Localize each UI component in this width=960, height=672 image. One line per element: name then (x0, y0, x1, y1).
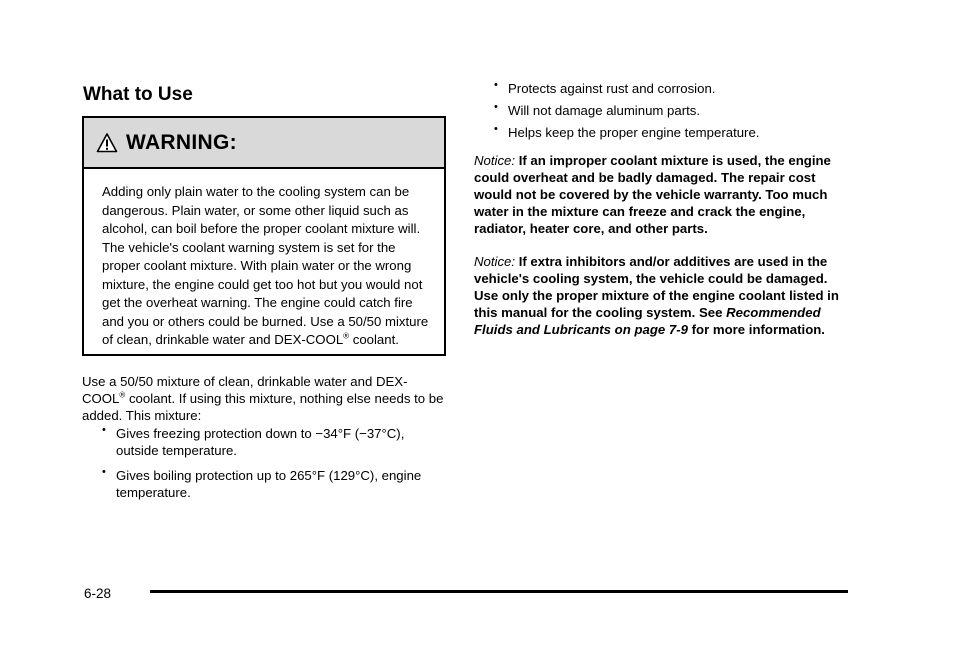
list-item (102, 424, 446, 459)
notice-inhibitors (474, 253, 846, 338)
list-item-text: Will not damage aluminum parts. (508, 103, 701, 118)
list-item (494, 123, 838, 141)
warning-box (82, 116, 446, 356)
footer-rule (150, 590, 848, 593)
warning-text: Adding only plain water to the cooling system can be dangerous. Plain water, or some other liquid such as alcohol, can boil before the proper coolant mixture will. The vehicle's coolant warning system is set for the proper coolant mixture. With plain water or the wrong mixture, the engine could get too hot but you would not get the overheat warning. The engine could catch fire and you or others could be burned. Use a 50/50 mixture of clean, drinkable water and DEX-COOL (102, 184, 429, 347)
intro-text: Use a 50/50 mixture of clean, drinkable water and DEX-COOL (82, 374, 408, 406)
warning-title: WARNING: (126, 130, 237, 154)
bullet-icon: • (102, 466, 106, 478)
bullet-list-left (102, 424, 446, 509)
warning-triangle-icon (96, 132, 118, 154)
list-item (102, 466, 446, 501)
section-heading: What to Use (83, 84, 193, 105)
registered-mark: ® (119, 390, 126, 400)
warning-body (84, 169, 444, 350)
notice-text-end: for more information. (687, 322, 825, 337)
page-number: 6-28 (84, 586, 112, 601)
bullet-list-right (494, 79, 838, 146)
notice-label: Notice: (474, 153, 516, 168)
intro-text-end: coolant. If using this mixture, nothing else needs to be added. This mixture: (82, 391, 444, 423)
intro-paragraph (82, 373, 444, 424)
warning-header (84, 118, 444, 169)
warning-text-end: coolant. (349, 332, 399, 347)
bullet-icon: • (494, 123, 498, 135)
list-item-text: Gives freezing protection down to −34°F (−37°C), outside temperature. (116, 426, 405, 458)
list-item-text: Helps keep the proper engine temperature. (508, 125, 760, 140)
list-item (494, 79, 838, 97)
cross-reference-link[interactable]: Recommended Fluids and Lubricants on page 7‑9 (474, 305, 821, 337)
notice-coolant-mixture (474, 152, 844, 237)
bullet-icon: • (102, 424, 106, 436)
notice-label: Notice: (474, 254, 516, 269)
list-item-text: Protects against rust and corrosion. (508, 81, 716, 96)
notice-text: If an improper coolant mixture is used, the engine could overheat and be badly damaged. The repair cost would not be covered by the vehicle warranty. Too much water in the mixture can freeze and crack the engine, radiator, heater core, and other parts. (474, 153, 831, 236)
registered-mark: ® (343, 331, 350, 341)
bullet-icon: • (494, 101, 498, 113)
notice-text: If extra inhibitors and/or additives are used in the vehicle's cooling system, the vehicle could be damaged. Use only the proper mixture of the engine coolant listed in this manual for the cooling system. See (474, 254, 839, 320)
bullet-icon: • (494, 79, 498, 91)
list-item-text: Gives boiling protection up to 265°F (129°C), engine temperature. (116, 468, 422, 500)
list-item (494, 101, 838, 119)
